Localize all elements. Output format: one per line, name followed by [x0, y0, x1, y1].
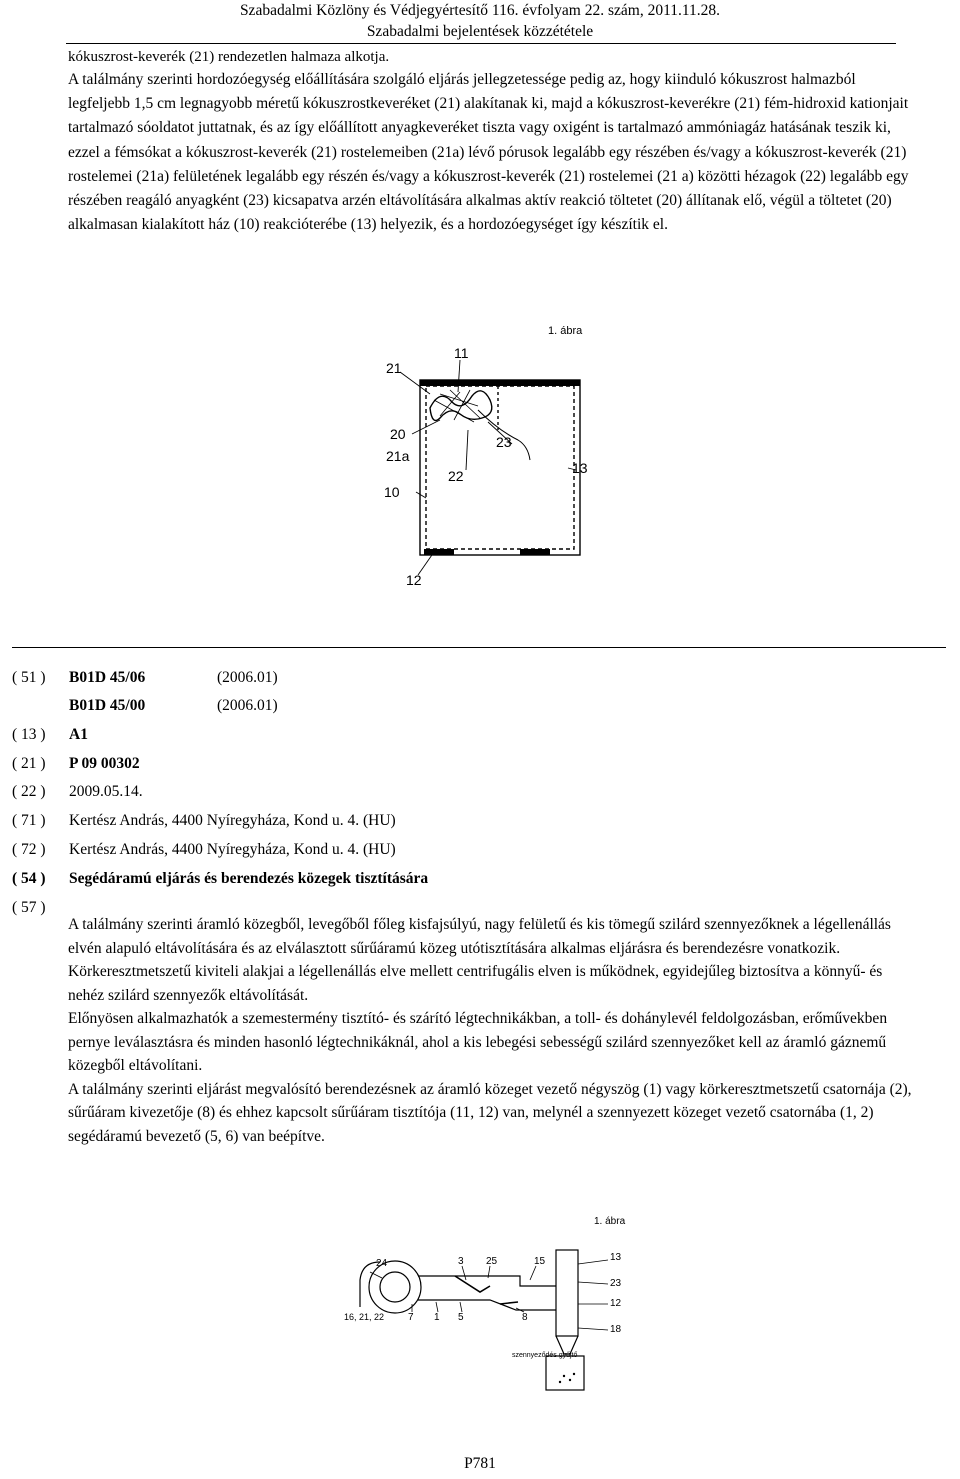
biblio-row-21: [12, 753, 912, 775]
section-header: Szabadalmi bejelentések közzététele: [366, 23, 594, 40]
intro-line: kókuszrost-keverék (21) rendezetlen halmaza alkotja.: [68, 49, 390, 65]
abstract-paragraph-4: A találmány szerinti eljárást megvalósító berendezésnek az áramló közeget vezető négyszög (1) vagy körkeresztmetszetű csatornája (2), sűrűáram kivezetője (8) és ehhez kapcsolt sűrűáram tisztítója (11, 12) van, melynél a szennyezett közeget vezető csatornába (1, 2) segédáramú bevezető (5, 6) van beépítve.: [68, 1080, 912, 1145]
label-3: 3: [458, 1256, 464, 1267]
ipc-date: (2006.01): [217, 697, 278, 714]
figure-2-caption: 1. ábra: [594, 1216, 626, 1227]
label-13: 13: [572, 460, 588, 476]
biblio-row-71: [12, 810, 912, 832]
biblio-row-72: [12, 839, 912, 861]
label-8: 8: [522, 1312, 528, 1323]
application-number: P 09 00302: [69, 755, 140, 772]
label-23: 23: [610, 1278, 622, 1289]
inid-code: ( 51 ): [12, 669, 46, 686]
label-25: 25: [486, 1256, 498, 1267]
description-paragraph: A találmány szerinti hordozóegység előállítására szolgáló eljárás jellegzetessége pedig az, hogy kiinduló kókuszrost halmazból legfeljebb 1,5 cm legnagyobb méretű kókuszrostkeveréket (21) alakítanak ki, majd a kókuszrost-keverékre (21) fém-hidroxid kationjait tartalmazó sóoldatot juttatnak, és az így előállított anyagkeveréket tiszta vagy oxigént is tartalmazó ammóniagáz hatásának teszik ki, ezzel a fémsókat a kókuszrost-keverék (21) rostelemeiben (21a) lévő pórusok legalább egy részében és/vagy a kókuszrost-keverék (21) rostelemei (21a) felületének legalább egy részén és/vagy a kókuszrost-keverék (21) rostelemei (21 a) közötti hézagok (22) legalább egy részében reagáló anyagként (23) kicsapatva arzén eltávolítására alkalmas aktív reakció töltetet (20) állítanak elő, végül a töltetet (20) alkalmasan kialakított ház (10) reakcióterébe (13) helyezik, és a hordozóegységet így készítik el.: [68, 71, 909, 234]
biblio-row-51: [12, 667, 912, 689]
inid-code: ( 57 ): [12, 899, 46, 916]
filing-date: 2009.05.14.: [69, 783, 143, 800]
invention-title: Segédáramú eljárás és berendezés közegek tisztítására: [69, 870, 429, 887]
abstract: [68, 913, 918, 1148]
label-15: 15: [534, 1256, 546, 1267]
header-rule: [66, 43, 896, 44]
biblio-row-13: [12, 724, 912, 746]
journal-header: Szabadalmi Közlöny és Védjegyértesítő 116. évfolyam 22. szám, 2011.11.28.: [239, 2, 721, 19]
label-5: 5: [458, 1312, 464, 1323]
inventor: Kertész András, 4400 Nyíregyháza, Kond u. 4. (HU): [69, 841, 396, 858]
label-24: 24: [376, 1258, 388, 1269]
biblio-row-51b: [12, 695, 912, 717]
biblio-row-22: [12, 781, 912, 803]
inid-code: ( 72 ): [12, 841, 46, 858]
label-13: 13: [610, 1252, 622, 1263]
label-12: 12: [610, 1298, 622, 1309]
figure-2: [340, 1212, 640, 1392]
label-21a: 21a: [386, 448, 410, 464]
inid-code: ( 71 ): [12, 812, 46, 829]
inid-code: ( 22 ): [12, 783, 46, 800]
figure-2-drawing: [340, 1212, 640, 1392]
label-10: 10: [384, 484, 400, 500]
biblio-row-54: [12, 868, 912, 890]
label-collector: szennyeződés gyűjtő: [512, 1352, 578, 1359]
label-18: 18: [610, 1324, 622, 1335]
label-16-21-22: 16, 21, 22: [344, 1312, 385, 1322]
inid-code: ( 21 ): [12, 755, 46, 772]
label-12: 12: [406, 572, 422, 588]
inid-code: ( 54 ): [12, 870, 46, 887]
housing-outer: [420, 380, 580, 555]
label-21: 21: [386, 360, 402, 376]
document-kind: A1: [69, 726, 88, 743]
ipc-class: B01D 45/06: [69, 669, 146, 686]
section-rule: [12, 647, 946, 648]
label-23: 23: [496, 434, 512, 450]
label-11: 11: [454, 345, 469, 361]
abstract-paragraph-1: A találmány szerinti áramló közegből, levegőből főleg kisfajsúlyú, nagy felületű és kis tömegű szilárd szennyezőknek a légellenállás elvén alapuló eltávolítására és az elválasztott sűrűáramú közeg utótisztítására alkalmas eljárásra és berendezésre vonatkozik.: [68, 916, 891, 957]
label-7: 7: [408, 1312, 414, 1323]
ipc-class: B01D 45/00: [69, 697, 146, 714]
applicant: Kertész András, 4400 Nyíregyháza, Kond u. 4. (HU): [69, 812, 396, 829]
label-1: 1: [434, 1312, 440, 1323]
abstract-paragraph-2: Körkeresztmetszetű kiviteli alakjai a légellenállás elve mellett centrifugális elven is működnek, egyidejűleg biztosítva a könnyű- és nehéz szilárd szennyezők eltávolítását.: [68, 963, 883, 1004]
abstract-paragraph-3: Előnyösen alkalmazhatók a szemestermény tisztító- és szárító légtechnikákban, a toll- és dohánylevél feldolgozásban, erőművekben pernye leválasztásra és minden hasonló légtechnikáknál, ahol a kis lebegési sebességű szilárd szennyezőket kell az áramló gáznemű közegből eltávolítani.: [68, 1010, 888, 1074]
page-number: P781: [464, 1455, 496, 1472]
figure-1-caption: 1. ábra: [548, 325, 583, 337]
ipc-date: (2006.01): [217, 669, 278, 686]
inid-code: ( 13 ): [12, 726, 46, 743]
label-20: 20: [390, 426, 406, 442]
label-22: 22: [448, 468, 464, 484]
figure-1: [370, 320, 610, 590]
